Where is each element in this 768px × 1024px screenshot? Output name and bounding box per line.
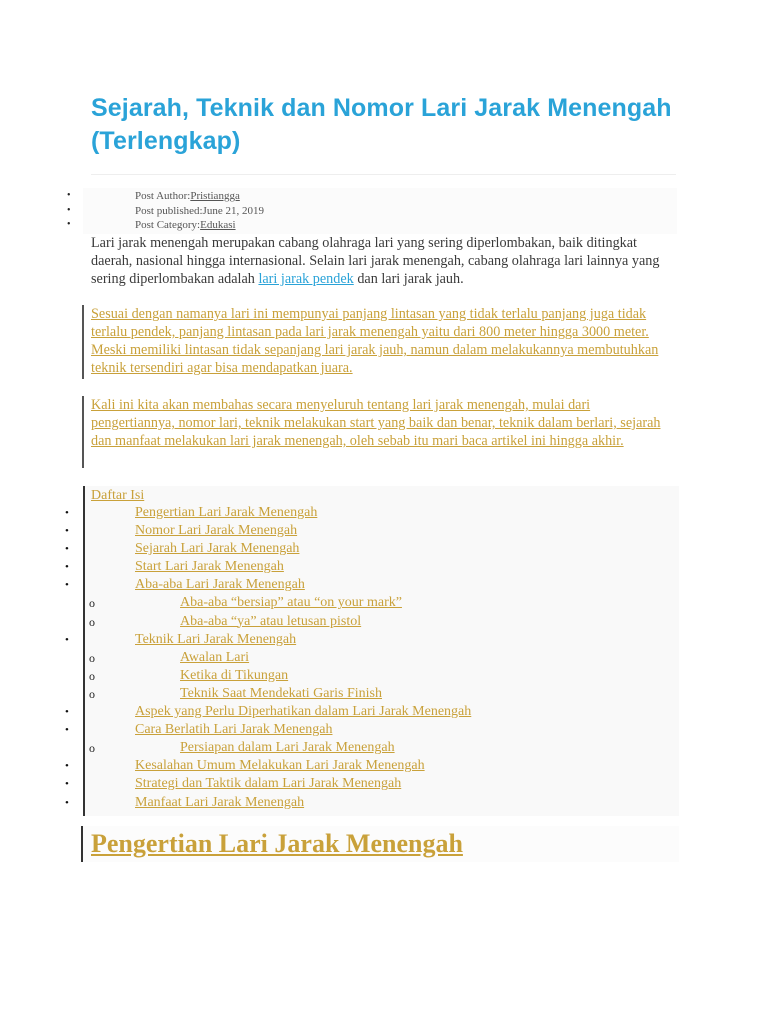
bullet-disc-icon: •: [65, 633, 69, 646]
bullet-disc-icon: •: [65, 760, 69, 773]
toc-link[interactable]: Manfaat Lari Jarak Menengah: [135, 794, 305, 810]
toc-link[interactable]: Nomor Lari Jarak Menengah: [135, 523, 298, 539]
bullet-disc-icon: •: [65, 543, 69, 556]
toc-link[interactable]: Sejarah Lari Jarak Menengah: [135, 541, 300, 557]
lari-jarak-pendek-link[interactable]: lari jarak pendek: [258, 271, 354, 287]
bullet-circle-icon: o: [89, 686, 95, 701]
bullet-circle-icon: o: [89, 650, 95, 665]
toc-link[interactable]: Aba-aba Lari Jarak Menengah: [135, 577, 305, 593]
section-heading-pengertian[interactable]: Pengertian Lari Jarak Menengah: [91, 829, 463, 858]
bullet-icon: •: [67, 204, 71, 216]
quote-lintasan-link[interactable]: Sesuai dengan namanya lari ini mempunyai panjang lintasan yang tidak terlalu panjang juga tidak terlalu pendek, panjang lintasan pada lari jarak menengah yaitu dari 800 meter hingga 3000 meter. Meski memiliki lintasan tidak sepanjang lari jarak jauh, namun dalam melakukannya membutuhkan teknik tersendiri agar bisa mendapatkan juara.: [91, 306, 659, 376]
bullet-disc-icon: •: [65, 579, 69, 592]
article-title: Sejarah, Teknik dan Nomor Lari Jarak Menengah (Terlengkap): [91, 94, 672, 155]
title-divider: [91, 174, 676, 175]
toc-link[interactable]: Aba-aba “ya” atau letusan pistol: [180, 613, 362, 629]
toc-link[interactable]: Kesalahan Umum Melakukan Lari Jarak Menengah: [135, 758, 425, 774]
toc-link[interactable]: Cara Berlatih Lari Jarak Menengah: [135, 722, 333, 738]
bullet-circle-icon: o: [89, 614, 95, 629]
toc-link[interactable]: Persiapan dalam Lari Jarak Menengah: [180, 740, 395, 756]
toc-link[interactable]: Teknik Lari Jarak Menengah: [135, 631, 297, 647]
author-label: Post Author:: [135, 190, 191, 202]
bullet-disc-icon: •: [65, 507, 69, 519]
bullet-disc-icon: •: [65, 778, 69, 791]
quote-pembahasan-link[interactable]: Kali ini kita akan membahas secara menyeluruh tentang lari jarak menengah, mulai dari pengertiannya, nomor lari, teknik melakukan start yang baik dan benar, teknik dalam berlari, sejarah dan manfaat melakukan lari jarak menengah, oleh sebab itu mari baca artikel ini hingga akhir.: [91, 397, 661, 449]
blockquote-lintasan: [82, 305, 676, 379]
bullet-icon: •: [67, 219, 71, 230]
toc-link[interactable]: Ketika di Tikungan: [180, 667, 289, 683]
bullet-disc-icon: •: [65, 525, 69, 538]
category-label: Post Category:: [135, 219, 201, 231]
toc-link[interactable]: Strategi dan Taktik dalam Lari Jarak Menengah: [135, 776, 402, 792]
bullet-circle-icon: o: [89, 741, 95, 756]
intro-paragraph: [91, 234, 671, 288]
toc-link[interactable]: Aspek yang Perlu Diperhatikan dalam Lari Jarak Menengah: [135, 704, 472, 720]
published-date: June 21, 2019: [202, 204, 264, 217]
bullet-icon: •: [67, 190, 71, 201]
bullet-circle-icon: o: [89, 668, 95, 683]
bullet-disc-icon: •: [65, 796, 69, 809]
toc-link[interactable]: Start Lari Jarak Menengah: [135, 559, 284, 575]
toc-link[interactable]: Pengertian Lari Jarak Menengah: [135, 505, 318, 520]
category-link[interactable]: Edukasi: [200, 219, 236, 231]
intro-text-start: Lari jarak menengah merupakan cabang olahraga lari yang sering diperlombakan, baik ditingkat daerah, nasional hingga internasional. Selain lari jarak menengah, cabang olahraga lari lainnya yang sering diperlombakan adalah: [91, 235, 660, 287]
toc-title-toggle[interactable]: Daftar Isi: [91, 488, 145, 503]
toc-link[interactable]: Aba-aba “bersiap” atau “on your mark”: [180, 595, 402, 611]
author-link[interactable]: Pristiangga: [190, 190, 240, 202]
bullet-disc-icon: •: [65, 706, 69, 719]
bullet-disc-icon: •: [65, 561, 69, 574]
toc-link[interactable]: Awalan Lari: [180, 649, 250, 665]
bullet-disc-icon: •: [65, 724, 69, 737]
toc-link[interactable]: Teknik Saat Mendekati Garis Finish: [180, 685, 382, 701]
blockquote-pembahasan: [82, 396, 676, 468]
intro-text-end: dan lari jarak jauh.: [353, 271, 464, 287]
published-label: Post published:: [135, 204, 203, 217]
bullet-circle-icon: o: [89, 596, 95, 611]
